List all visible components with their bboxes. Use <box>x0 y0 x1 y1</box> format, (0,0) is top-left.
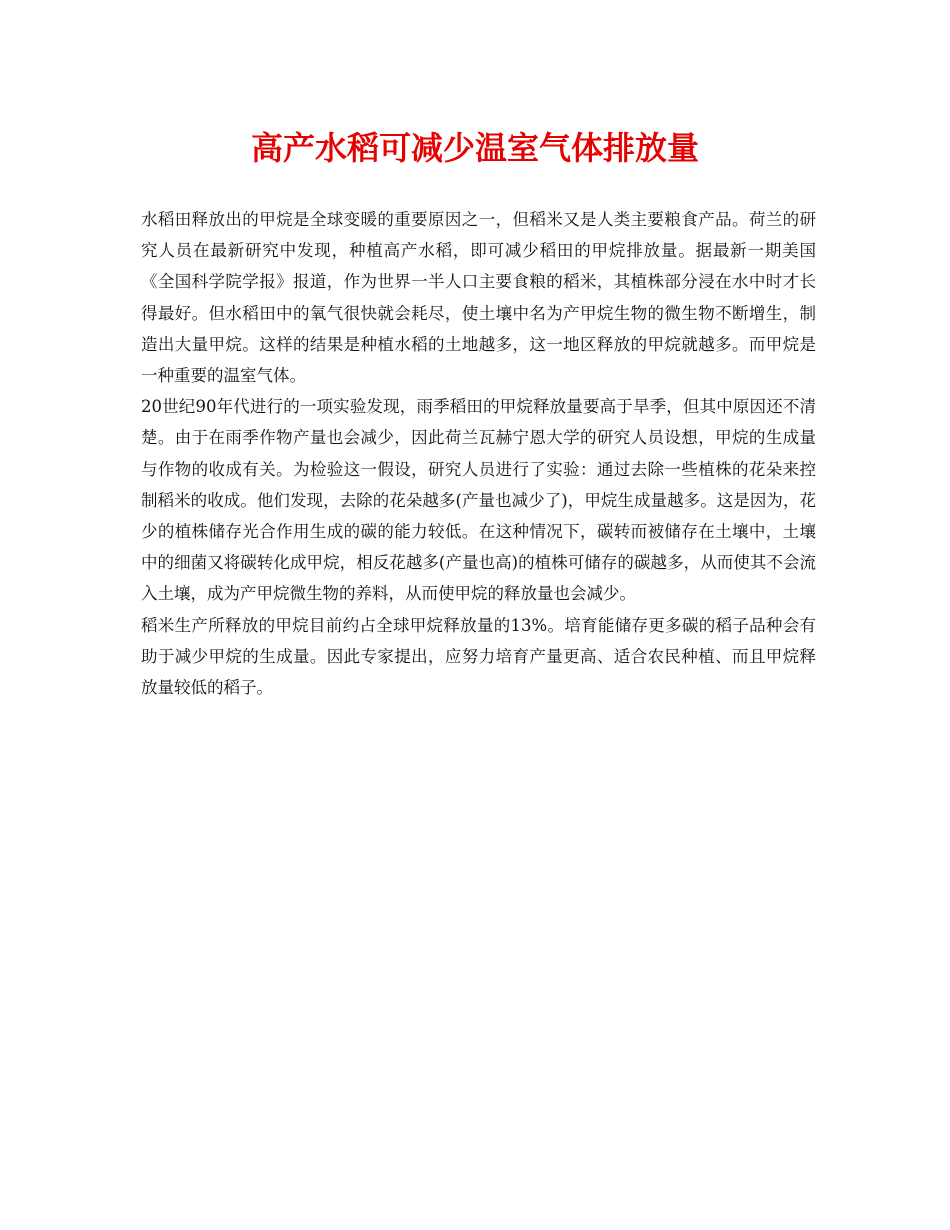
paragraph-1: 水稻田释放出的甲烷是全球变暖的重要原因之一，但稻米又是人类主要粮食产品。荷兰的研究人员在最新研究中发现，种植高产水稻，即可减少稻田的甲烷排放量。据最新一期美国《全国科学院学报》报道，作为世界一半人口主要食粮的稻米，其植株部分浸在水中时才长得最好。但水稻田中的氧气很快就会耗尽，使土壤中名为产甲烷生物的微生物不断增生，制造出大量甲烷。这样的结果是种植水稻的土地越多，这一地区释放的甲烷就越多。而甲烷是一种重要的温室气体。 <box>141 210 816 386</box>
document-title: 高产水稻可减少温室气体排放量 <box>250 129 699 167</box>
document-body <box>141 204 816 703</box>
paragraph-3: 稻米生产所释放的甲烷目前约占全球甲烷释放量的13%。培育能储存更多碳的稻子品种会有助于减少甲烷的生成量。因此专家提出，应努力培育产量更高、适合农民种植、而且甲烷释放量较低的稻子。 <box>141 615 816 698</box>
paragraph-2: 20世纪90年代进行的一项实验发现，雨季稻田的甲烷释放量要高于旱季，但其中原因还不清楚。由于在雨季作物产量也会减少，因此荷兰瓦赫宁恩大学的研究人员设想，甲烷的生成量与作物的收成有关。为检验这一假设，研究人员进行了实验：通过去除一些植株的花朵来控制稻米的收成。他们发现，去除的花朵越多(产量也减少了)，甲烷生成量越多。这是因为，花少的植株储存光合作用生成的碳的能力较低。在这种情况下，碳转而被储存在土壤中，土壤中的细菌又将碳转化成甲烷，相反花越多(产量也高)的植株可储存的碳越多，从而使其不会流入土壤，成为产甲烷微生物的养料，从而使甲烷的释放量也会减少。 <box>141 397 816 604</box>
